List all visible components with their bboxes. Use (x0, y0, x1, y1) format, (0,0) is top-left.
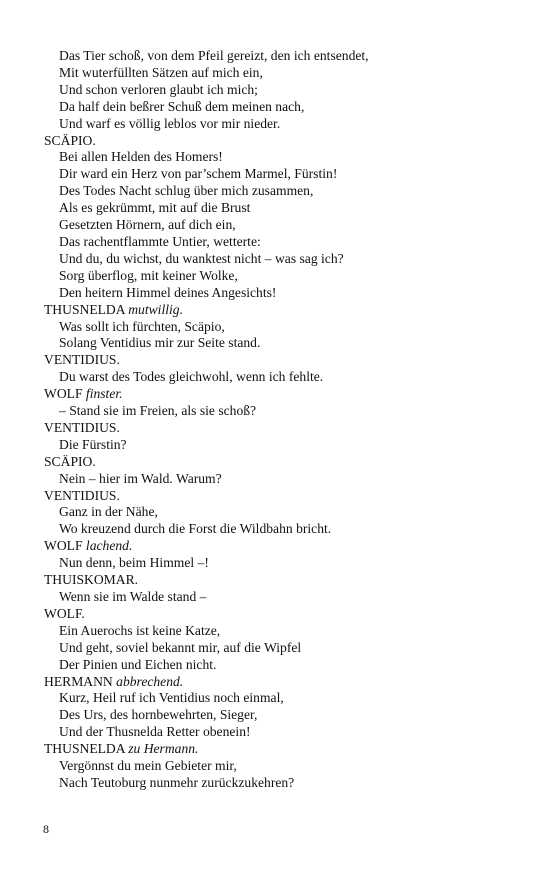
stage-direction: finster. (85, 386, 123, 402)
verse-line: Wenn sie im Walde stand – (59, 589, 207, 604)
verse-line: Das rachentflammte Untier, wetterte: (59, 233, 261, 249)
verse-line: Solang Ventidius mir zur Seite stand. (59, 335, 261, 351)
speaker-line (44, 741, 514, 758)
verse-line: Ein Auerochs ist keine Katze, (59, 622, 221, 638)
speaker-line (44, 488, 514, 505)
speaker-name: VENTIDIUS. (44, 352, 120, 368)
speaker-name: SCÄPIO. (44, 132, 96, 148)
verse-line: Und der Thusnelda Retter obenein! (59, 724, 251, 740)
speaker-line (44, 538, 514, 555)
verse-line: Die Fürstin? (59, 436, 127, 452)
speaker-line (44, 352, 514, 369)
speaker-name: THUSNELDA (44, 741, 125, 757)
verse-line: Sorg überflog, mit keiner Wolke, (59, 267, 238, 283)
verse-line: Kurz, Heil ruf ich Ventidius noch einmal, (59, 690, 284, 706)
verse-line: Und du, du wichst, du wanktest nicht – was sag ich? (59, 250, 344, 266)
verse-line: Wo kreuzend durch die Forst die Wildbahn bricht. (59, 521, 332, 537)
verse-line: Nun denn, beim Himmel –! (59, 555, 209, 571)
stage-direction: abbrechend. (116, 673, 184, 689)
verse-line: Den heitern Himmel deines Angesichts! (59, 284, 277, 300)
verse-line: Nach Teutoburg nunmehr zurückzukehren? (59, 774, 295, 790)
speaker-line (44, 133, 514, 150)
verse-line: Des Todes Nacht schlug über mich zusammen, (59, 183, 314, 199)
speaker-name: THUISKOMAR. (44, 572, 139, 588)
verse-line: Das Tier schoß, von dem Pfeil gereizt, den ich entsendet, (59, 48, 369, 63)
verse-line: Dir ward ein Herz von par’schem Marmel, Fürstin! (59, 166, 338, 182)
verse-line: Und geht, soviel bekannt mir, auf die Wipfel (59, 639, 302, 655)
speaker-name: VENTIDIUS. (44, 487, 120, 503)
verse-line: Des Urs, des hornbewehrten, Sieger, (59, 707, 258, 723)
verse-line: Mit wuterfüllten Sätzen auf mich ein, (59, 64, 263, 80)
verse-line: Der Pinien und Eichen nicht. (59, 656, 217, 672)
speaker-line (44, 674, 514, 691)
stage-direction: lachend. (85, 538, 133, 554)
speaker-name: HERMANN (44, 673, 113, 689)
stage-direction: zu Hermann. (128, 741, 199, 757)
speaker-line (44, 572, 514, 589)
verse-line: Und schon verloren glaubt ich mich; (59, 81, 258, 97)
speaker-name: WOLF (44, 386, 83, 402)
stage-direction: mutwillig. (128, 301, 183, 317)
speaker-name: VENTIDIUS. (44, 419, 120, 435)
speaker-line (44, 454, 514, 471)
play-text (44, 48, 514, 792)
verse-line: Bei allen Helden des Homers! (59, 149, 223, 165)
verse-line: Nein – hier im Wald. Warum? (59, 470, 222, 486)
speaker-name: WOLF (44, 538, 83, 554)
verse-line: Gesetzten Hörnern, auf dich ein, (59, 217, 236, 233)
page-number: 8 (43, 822, 49, 836)
speaker-line (44, 302, 514, 319)
verse-line: – Stand sie im Freien, als sie schoß? (59, 403, 257, 419)
verse-line: Da half dein beßrer Schuß dem meinen nach, (59, 98, 305, 114)
speaker-line (44, 420, 514, 437)
verse-line: Ganz in der Nähe, (59, 504, 158, 520)
speaker-name: WOLF. (44, 605, 85, 621)
speaker-name: SCÄPIO. (44, 453, 96, 469)
speaker-line (44, 386, 514, 403)
speaker-name: THUSNELDA (44, 301, 125, 317)
verse-line: Was sollt ich fürchten, Scäpio, (59, 318, 225, 334)
verse-line: Vergönnst du mein Gebieter mir, (59, 758, 237, 774)
verse-line: Als es gekrümmt, mit auf die Brust (59, 200, 251, 216)
verse-line: Du warst des Todes gleichwohl, wenn ich fehlte. (59, 369, 324, 385)
speaker-line (44, 606, 514, 623)
verse-line: Und warf es völlig leblos vor mir nieder. (59, 115, 281, 131)
